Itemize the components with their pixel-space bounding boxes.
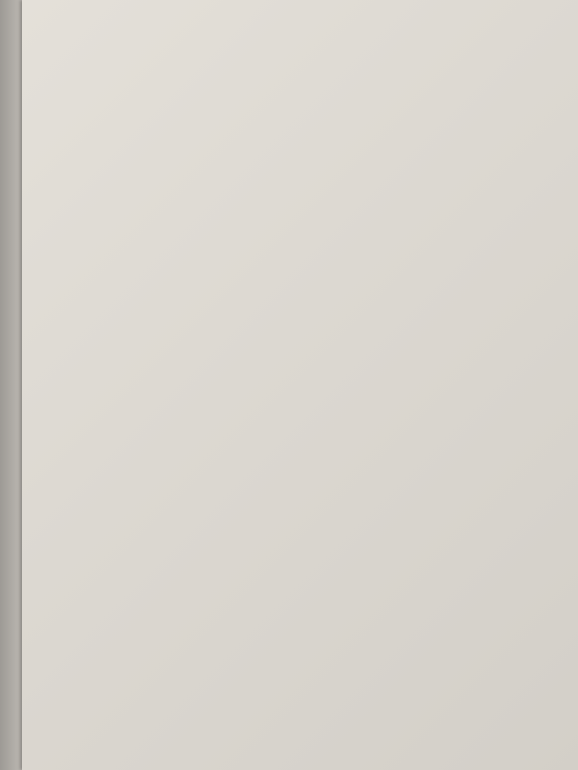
section-translator bbox=[100, 102, 308, 120]
section-subtitle bbox=[100, 84, 308, 102]
section-heading-ballads bbox=[313, 62, 521, 78]
section-heading-kukareka bbox=[100, 64, 308, 80]
left-column bbox=[100, 46, 308, 132]
right-column bbox=[313, 62, 521, 86]
book-gutter bbox=[0, 0, 22, 770]
